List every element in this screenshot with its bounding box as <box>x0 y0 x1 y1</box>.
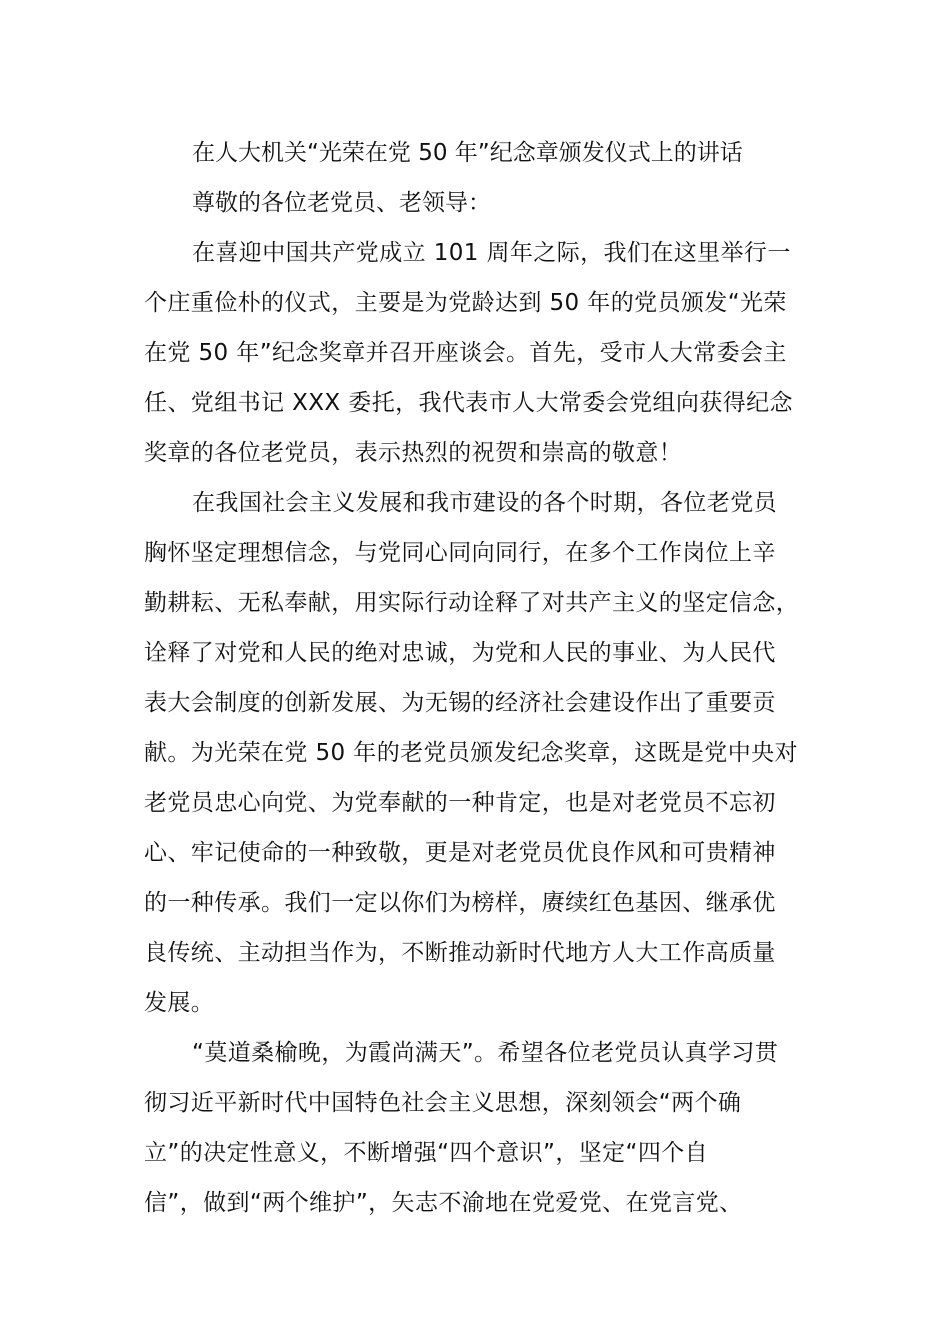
paragraph-line: 个庄重俭朴的仪式，主要是为党龄达到 50 年的党员颁发“光荣 <box>144 290 787 316</box>
paragraph-line: 诠释了对党和人民的绝对忠诚，为党和人民的事业、为人民代 <box>144 640 776 666</box>
document-title: 在人大机关“光荣在党 50 年”纪念章颁发仪式上的讲话 <box>192 140 743 166</box>
paragraph-line: 勤耕耘、无私奉献，用实际行动诠释了对共产主义的坚定信念， <box>144 590 800 616</box>
paragraph-line: 在喜迎中国共产党成立 101 周年之际，我们在这里举行一 <box>192 240 791 266</box>
paragraph-line: 心、牢记使命的一种致敬，更是对老党员优良作风和可贵精神 <box>144 840 776 866</box>
paragraph-line: 献。为光荣在党 50 年的老党员颁发纪念奖章，这既是党中央对 <box>144 740 798 766</box>
paragraph-line: 良传统、主动担当作为，不断推动新时代地方人大工作高质量 <box>144 940 776 966</box>
paragraph-line: 表大会制度的创新发展、为无锡的经济社会建设作出了重要贡 <box>144 690 776 716</box>
paragraph-line: 在党 50 年”纪念奖章并召开座谈会。首先，受市人大常委会主 <box>144 340 787 366</box>
paragraph-2 <box>144 478 810 1028</box>
paragraph-line: 老党员忠心向党、为党奉献的一种肯定，也是对老党员不忘初 <box>144 790 776 816</box>
paragraph-3 <box>144 1028 810 1228</box>
paragraph-line: “莫道桑榆晚，为霞尚满天”。希望各位老党员认真学习贯 <box>192 1040 779 1066</box>
paragraph-1 <box>144 228 810 478</box>
paragraph-line: 的一种传承。我们一定以你们为榜样，赓续红色基因、继承优 <box>144 890 776 916</box>
paragraph-line: 任、党组书记 XXX 委托，我代表市人大常委会党组向获得纪念 <box>144 390 793 416</box>
salutation: 尊敬的各位老党员、老领导： <box>192 190 491 216</box>
paragraph-line: 立”的决定性意义，不断增强“四个意识”，坚定“四个自 <box>144 1140 709 1166</box>
paragraph-line: 信”，做到“两个维护”，矢志不渝地在党爱党、在党言党、 <box>144 1190 743 1216</box>
paragraph-line: 在我国社会主义发展和我市建设的各个时期，各位老党员 <box>192 490 777 516</box>
paragraph-line: 胸怀坚定理想信念，与党同心同向同行，在多个工作岗位上辛 <box>144 540 776 566</box>
paragraph-line: 奖章的各位老党员，表示热烈的祝贺和崇高的敬意！ <box>144 440 683 466</box>
paragraph-line: 发展。 <box>144 990 215 1016</box>
paragraph-line: 彻习近平新时代中国特色社会主义思想，深刻领会“两个确 <box>144 1090 742 1116</box>
